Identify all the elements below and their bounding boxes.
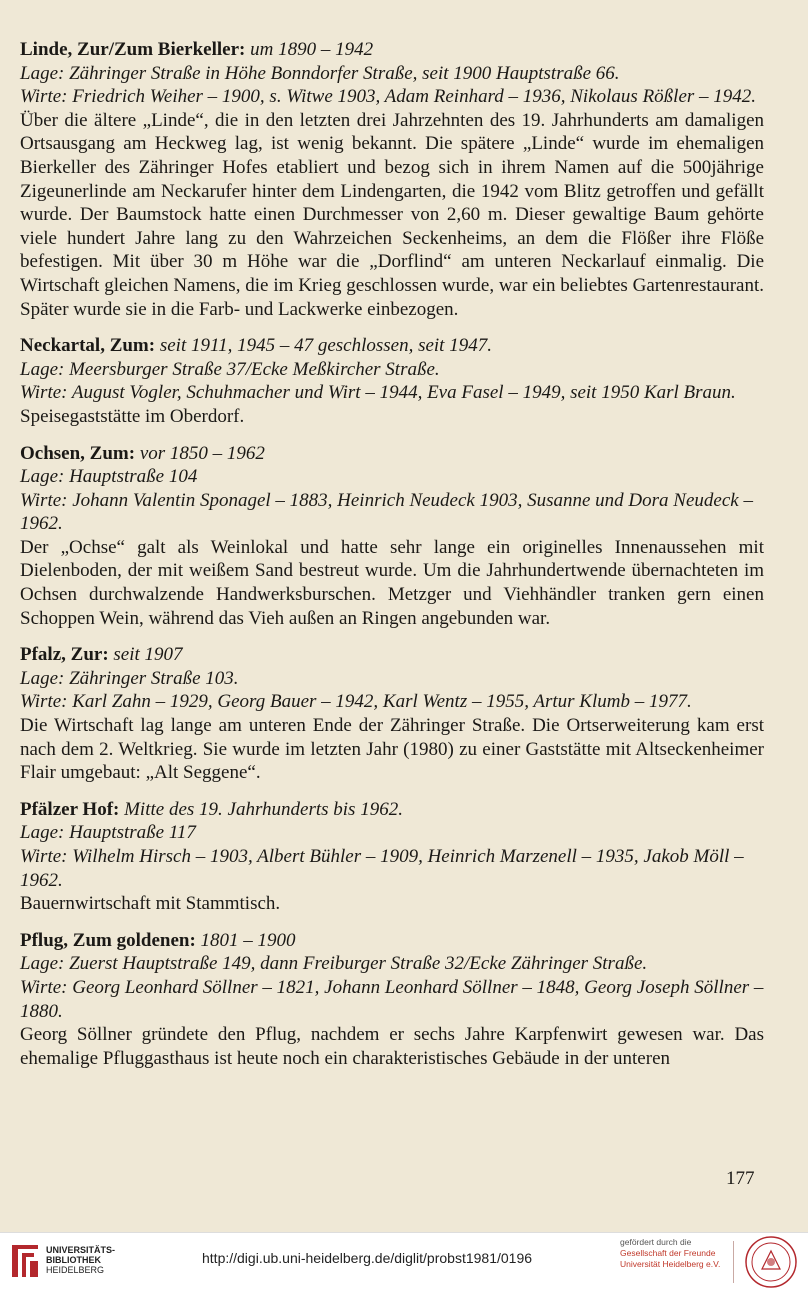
entry-description: Speisegaststätte im Oberdorf.	[20, 405, 245, 427]
entry-neckartal	[20, 334, 764, 428]
entry-period: Mitte des 19. Jahrhunderts bis 1962.	[124, 798, 403, 820]
footer-divider	[733, 1241, 734, 1283]
university-seal-icon	[744, 1235, 798, 1289]
entry-description: Der „Ochse“ galt als Weinlokal und hatte sehr lange ein originelles Innenaussehen mit Dielenboden, der mit weißem Sand bestreut wurde. Um die Jahrhundertwende übernachteten im Ochsen durchwalzende Handwerksburschen. Metzger und Viehhändler tranken gern einen Schoppen Wein, während das Vieh außen an Ringen angebunden war.	[20, 536, 764, 629]
entry-name: Pflug, Zum goldenen:	[20, 929, 196, 951]
entry-pfalz	[20, 643, 764, 785]
entry-period: vor 1850 – 1962	[139, 442, 265, 464]
entry-description: Über die ältere „Linde“, die in den letzten drei Jahrzehnten des 19. Jahrhunderts am damaligen Ortsausgang am Heckweg lag, ist wenig bekannt. Die spätere „Linde“ wurde im ehemaligen Bierkeller des Zähringer Hofes etabliert und bezog sich in ihrem Namen auf die 500jährige Zigeunerlinde am Neckarufer hinter dem Lindengarten, die 1942 vom Blitz getroffen und gefällt wurde. Der Baumstock hatte einen Durchmesser von 2,60 m. Dieser gewaltige Baum gehörte viele hundert Jahre lang zu den Wahrzeichen Seckenheims, an dem die Flößer ihre Flöße befestigen. Mit über 30 m Höhe war die „Dorflind“ am unteren Neckarlauf einmalig. Die Wirtschaft gleichen Namens, die im Krieg geschlossen wurde, war ein beliebtes Gartenrestaurant. Später wurde sie in die Farb- und Lackwerke einbezogen.	[20, 109, 764, 320]
entry-location: Lage: Zähringer Straße in Höhe Bonndorfer Straße, seit 1900 Hauptstraße 66.	[20, 62, 620, 84]
entry-hosts: Wirte: Wilhelm Hirsch – 1903, Albert Bühler – 1909, Heinrich Marzenell – 1935, Jakob Möll – 1962.	[20, 846, 744, 891]
entry-pflug	[20, 929, 764, 1071]
entry-hosts: Wirte: Georg Leonhard Söllner – 1821, Johann Leonhard Söllner – 1848, Georg Joseph Söllner – 1880.	[20, 976, 764, 1022]
entry-hosts: Wirte: Friedrich Weiher – 1900, s. Witwe 1903, Adam Reinhard – 1936, Nikolaus Rößler – 1942.	[20, 86, 757, 108]
entry-ochsen	[20, 442, 764, 631]
entry-name: Pfalz, Zur:	[20, 644, 109, 666]
entry-hosts: Wirte: August Vogler, Schuhmacher und Wirt – 1944, Eva Fasel – 1949, seit 1950 Karl Braun.	[20, 382, 736, 404]
entry-location: Lage: Zähringer Straße 103.	[20, 667, 239, 689]
entry-description: Bauernwirtschaft mit Stammtisch.	[20, 893, 281, 915]
sponsor-note: gefördert durch die Gesellschaft der Freunde Universität Heidelberg e.V.	[620, 1237, 721, 1269]
entry-location: Lage: Zuerst Hauptstraße 149, dann Freiburger Straße 32/Ecke Zähringer Straße.	[20, 953, 648, 975]
entry-location: Lage: Hauptstraße 117	[20, 822, 196, 844]
entry-location: Lage: Meersburger Straße 37/Ecke Meßkircher Straße.	[20, 358, 440, 380]
entry-description: Die Wirtschaft lag lange am unteren Ende der Zähringer Straße. Die Ortserweiterung kam erst nach dem 2. Weltkrieg. Sie wurde im letzten Jahr (1980) zu einer Gaststätte mit Altseckenheimer Flair umgebaut: „Alt Seggene“.	[20, 715, 764, 784]
entry-pfaelzer-hof	[20, 798, 764, 916]
entry-name: Pfälzer Hof:	[20, 798, 120, 820]
entry-period: 1801 – 1900	[200, 929, 296, 951]
page-number: 177	[726, 1168, 755, 1189]
entry-name: Neckartal, Zum:	[20, 335, 156, 357]
entry-period: um 1890 – 1942	[250, 39, 374, 60]
entry-period: seit 1911, 1945 – 47 geschlossen, seit 1947.	[159, 335, 492, 357]
entry-period: seit 1907	[113, 644, 183, 666]
library-name: UNIVERSITÄTS- BIBLIOTHEK HEIDELBERG	[46, 1245, 116, 1275]
library-logo-icon	[8, 1239, 42, 1283]
viewer-footer	[0, 1232, 808, 1289]
page-text	[20, 38, 764, 1083]
entry-name: Ochsen, Zum:	[20, 442, 136, 464]
entry-hosts: Wirte: Johann Valentin Sponagel – 1883, Heinrich Neudeck 1903, Susanne und Dora Neudeck – 1962.	[20, 489, 753, 535]
entry-hosts: Wirte: Karl Zahn – 1929, Georg Bauer – 1942, Karl Wentz – 1955, Artur Klumb – 1977.	[20, 691, 692, 713]
entry-location: Lage: Hauptstraße 104	[20, 466, 198, 488]
permalink-url[interactable]: http://digi.ub.uni-heidelberg.de/diglit/probst1981/0196	[202, 1250, 533, 1266]
entry-linde	[20, 38, 764, 321]
entry-description: Georg Söllner gründete den Pflug, nachdem er sechs Jahre Karpfenwirt gewesen war. Das ehemalige Pfluggasthaus ist heute noch ein charakteristisches Gebäude in der unteren	[20, 1024, 764, 1069]
entry-name: Linde, Zur/Zum Bierkeller:	[20, 39, 246, 60]
